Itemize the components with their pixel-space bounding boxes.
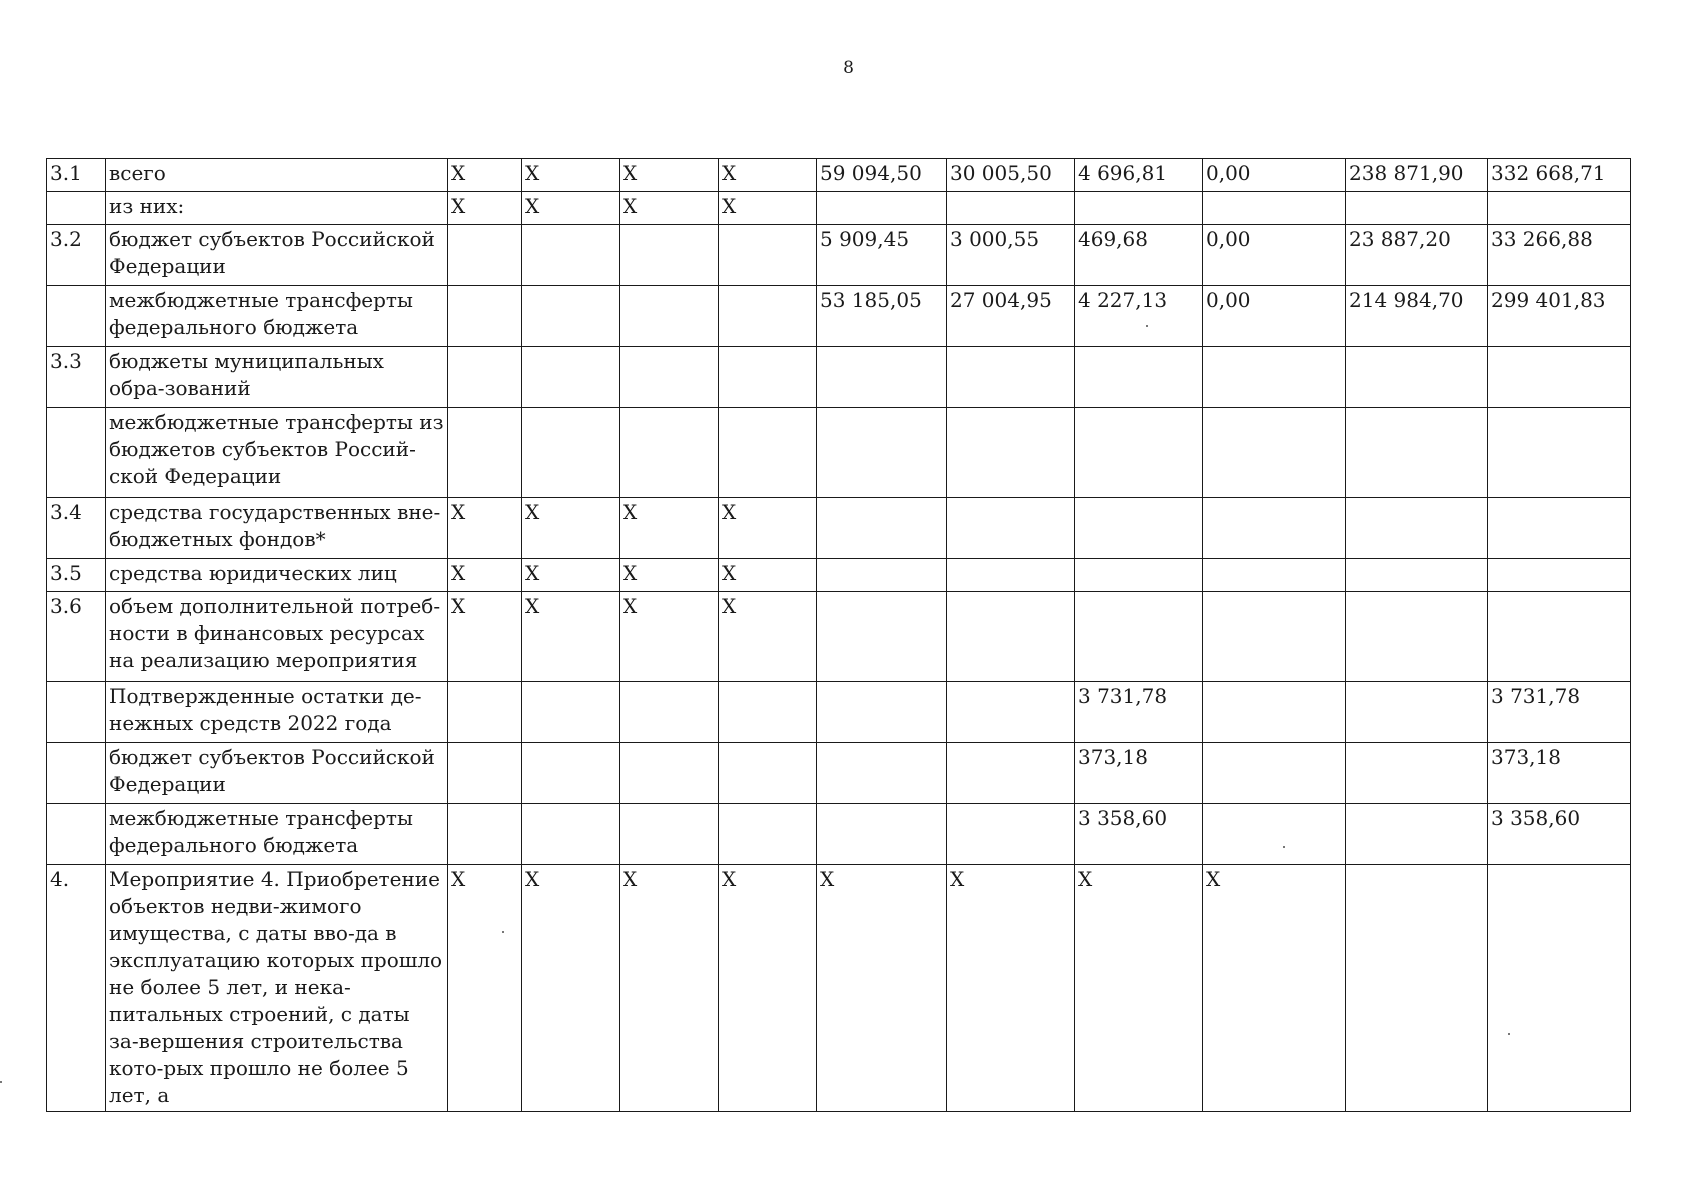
value-cell <box>620 743 719 804</box>
row-number-cell <box>47 743 106 804</box>
value-cell <box>817 408 947 498</box>
value-cell <box>947 804 1075 865</box>
value-cell <box>947 347 1075 408</box>
value-cell <box>947 743 1075 804</box>
value-cell <box>1346 743 1488 804</box>
value-cell <box>1075 408 1203 498</box>
value-cell: 30 005,50 <box>947 159 1075 192</box>
value-cell <box>947 682 1075 743</box>
value-cell <box>817 682 947 743</box>
value-cell <box>1488 347 1631 408</box>
value-cell: 3 731,78 <box>1075 682 1203 743</box>
value-cell <box>719 743 817 804</box>
value-cell <box>1346 682 1488 743</box>
row-label-cell: Мероприятие 4. Приобретение объектов недви-жимого имущества, с даты вво-да в эксплуатацию которых прошло не более 5 лет, и нека-питальных строений, с даты за-вершения строительства кото-рых прошло не более 5 лет, а <box>106 865 448 1112</box>
value-cell: Х <box>522 559 620 592</box>
value-cell <box>817 804 947 865</box>
value-cell <box>1203 408 1346 498</box>
row-label-cell: объем дополнительной потреб-ности в финансовых ресурсах на реализацию мероприятия <box>106 592 448 682</box>
value-cell: Х <box>719 192 817 225</box>
value-cell: Х <box>448 865 522 1112</box>
value-cell: 0,00 <box>1203 286 1346 347</box>
value-cell <box>522 225 620 286</box>
value-cell <box>522 286 620 347</box>
value-cell <box>1075 498 1203 559</box>
value-cell <box>719 225 817 286</box>
value-cell: 299 401,83 <box>1488 286 1631 347</box>
row-label-cell: бюджеты муниципальных обра-зований <box>106 347 448 408</box>
row-number-cell: 3.2 <box>47 225 106 286</box>
row-label-cell: средства государственных вне-бюджетных фондов* <box>106 498 448 559</box>
value-cell: 238 871,90 <box>1346 159 1488 192</box>
value-cell <box>1203 498 1346 559</box>
row-label-cell: средства юридических лиц <box>106 559 448 592</box>
table-row <box>47 592 1631 682</box>
table-row <box>47 804 1631 865</box>
table-row <box>47 192 1631 225</box>
value-cell <box>1203 743 1346 804</box>
value-cell <box>522 804 620 865</box>
value-cell <box>1488 192 1631 225</box>
value-cell <box>522 682 620 743</box>
table-row <box>47 865 1631 1112</box>
value-cell: Х <box>620 159 719 192</box>
value-cell: 4 227,13 <box>1075 286 1203 347</box>
value-cell: Х <box>620 865 719 1112</box>
row-number-cell <box>47 408 106 498</box>
value-cell: 3 731,78 <box>1488 682 1631 743</box>
value-cell <box>620 682 719 743</box>
value-cell <box>719 408 817 498</box>
row-label-cell: межбюджетные трансферты федерального бюджета <box>106 286 448 347</box>
row-label-cell: межбюджетные трансферты федерального бюджета <box>106 804 448 865</box>
value-cell <box>817 192 947 225</box>
value-cell: Х <box>1075 865 1203 1112</box>
value-cell: Х <box>448 559 522 592</box>
value-cell <box>1346 408 1488 498</box>
value-cell <box>947 192 1075 225</box>
value-cell <box>1203 192 1346 225</box>
value-cell: Х <box>448 159 522 192</box>
value-cell <box>947 408 1075 498</box>
value-cell <box>620 347 719 408</box>
row-label-cell: бюджет субъектов Российской Федерации <box>106 225 448 286</box>
value-cell: Х <box>522 192 620 225</box>
value-cell <box>1488 865 1631 1112</box>
value-cell: Х <box>522 865 620 1112</box>
value-cell: Х <box>1203 865 1346 1112</box>
value-cell: Х <box>522 159 620 192</box>
value-cell <box>1488 498 1631 559</box>
value-cell: Х <box>448 498 522 559</box>
value-cell <box>448 286 522 347</box>
table-row <box>47 682 1631 743</box>
row-number-cell <box>47 804 106 865</box>
value-cell <box>719 347 817 408</box>
value-cell: 3 358,60 <box>1488 804 1631 865</box>
value-cell <box>719 804 817 865</box>
value-cell <box>448 347 522 408</box>
value-cell: 0,00 <box>1203 159 1346 192</box>
value-cell <box>448 743 522 804</box>
value-cell: 332 668,71 <box>1488 159 1631 192</box>
value-cell <box>1203 347 1346 408</box>
row-number-cell: 3.4 <box>47 498 106 559</box>
value-cell <box>620 286 719 347</box>
value-cell: Х <box>817 865 947 1112</box>
value-cell <box>1488 559 1631 592</box>
row-number-cell <box>47 682 106 743</box>
value-cell: Х <box>448 592 522 682</box>
value-cell: 59 094,50 <box>817 159 947 192</box>
row-number-cell: 3.3 <box>47 347 106 408</box>
value-cell: 373,18 <box>1488 743 1631 804</box>
value-cell <box>448 804 522 865</box>
table-body <box>47 159 1631 1112</box>
row-number-cell: 3.6 <box>47 592 106 682</box>
value-cell <box>1346 192 1488 225</box>
row-label-cell: Подтвержденные остатки де-нежных средств 2022 года <box>106 682 448 743</box>
value-cell: Х <box>719 498 817 559</box>
scan-speck <box>1146 325 1148 327</box>
value-cell <box>817 498 947 559</box>
value-cell: Х <box>947 865 1075 1112</box>
scan-speck <box>502 931 504 933</box>
value-cell: 3 000,55 <box>947 225 1075 286</box>
budget-table <box>46 158 1631 1112</box>
value-cell <box>817 592 947 682</box>
value-cell <box>1075 592 1203 682</box>
value-cell <box>1488 592 1631 682</box>
table-row <box>47 559 1631 592</box>
value-cell: 4 696,81 <box>1075 159 1203 192</box>
value-cell <box>620 225 719 286</box>
page-number: 8 <box>843 58 854 78</box>
value-cell: Х <box>719 559 817 592</box>
value-cell <box>1203 592 1346 682</box>
value-cell <box>620 408 719 498</box>
value-cell <box>448 682 522 743</box>
value-cell: 0,00 <box>1203 225 1346 286</box>
value-cell <box>1346 865 1488 1112</box>
value-cell: Х <box>620 192 719 225</box>
table-row <box>47 225 1631 286</box>
value-cell: 23 887,20 <box>1346 225 1488 286</box>
value-cell <box>817 347 947 408</box>
value-cell: 3 358,60 <box>1075 804 1203 865</box>
table-row <box>47 743 1631 804</box>
value-cell <box>1346 804 1488 865</box>
value-cell: Х <box>522 592 620 682</box>
value-cell: Х <box>620 498 719 559</box>
table-row <box>47 408 1631 498</box>
value-cell <box>1203 682 1346 743</box>
value-cell <box>1075 347 1203 408</box>
value-cell <box>1203 804 1346 865</box>
value-cell <box>719 286 817 347</box>
value-cell <box>947 559 1075 592</box>
row-number-cell: 3.5 <box>47 559 106 592</box>
value-cell: 469,68 <box>1075 225 1203 286</box>
value-cell <box>1075 559 1203 592</box>
value-cell <box>817 743 947 804</box>
value-cell <box>1346 559 1488 592</box>
value-cell <box>448 225 522 286</box>
table-row <box>47 286 1631 347</box>
value-cell: 373,18 <box>1075 743 1203 804</box>
value-cell <box>1346 498 1488 559</box>
value-cell <box>1346 592 1488 682</box>
row-number-cell <box>47 286 106 347</box>
value-cell: Х <box>620 559 719 592</box>
value-cell: Х <box>448 192 522 225</box>
value-cell <box>719 682 817 743</box>
value-cell <box>522 347 620 408</box>
value-cell: Х <box>719 592 817 682</box>
value-cell: Х <box>522 498 620 559</box>
row-label-cell: межбюджетные трансферты из бюджетов субъектов Россий-ской Федерации <box>106 408 448 498</box>
value-cell <box>817 559 947 592</box>
value-cell: 27 004,95 <box>947 286 1075 347</box>
value-cell <box>947 498 1075 559</box>
value-cell <box>1075 192 1203 225</box>
value-cell <box>522 743 620 804</box>
value-cell <box>448 408 522 498</box>
value-cell <box>1203 559 1346 592</box>
value-cell <box>522 408 620 498</box>
value-cell: Х <box>719 159 817 192</box>
value-cell <box>620 804 719 865</box>
row-label-cell: из них: <box>106 192 448 225</box>
row-number-cell: 3.1 <box>47 159 106 192</box>
value-cell: 214 984,70 <box>1346 286 1488 347</box>
value-cell <box>1346 347 1488 408</box>
scan-speck <box>0 1081 2 1083</box>
row-label-cell: всего <box>106 159 448 192</box>
scan-speck <box>1508 1033 1510 1035</box>
row-label-cell: бюджет субъектов Российской Федерации <box>106 743 448 804</box>
row-number-cell: 4. <box>47 865 106 1112</box>
value-cell: Х <box>620 592 719 682</box>
value-cell <box>947 592 1075 682</box>
value-cell: 53 185,05 <box>817 286 947 347</box>
value-cell: 5 909,45 <box>817 225 947 286</box>
value-cell <box>1488 408 1631 498</box>
value-cell: 33 266,88 <box>1488 225 1631 286</box>
table-row <box>47 347 1631 408</box>
row-number-cell <box>47 192 106 225</box>
table-row <box>47 159 1631 192</box>
scan-speck <box>1283 846 1285 848</box>
value-cell: Х <box>719 865 817 1112</box>
table-row <box>47 498 1631 559</box>
